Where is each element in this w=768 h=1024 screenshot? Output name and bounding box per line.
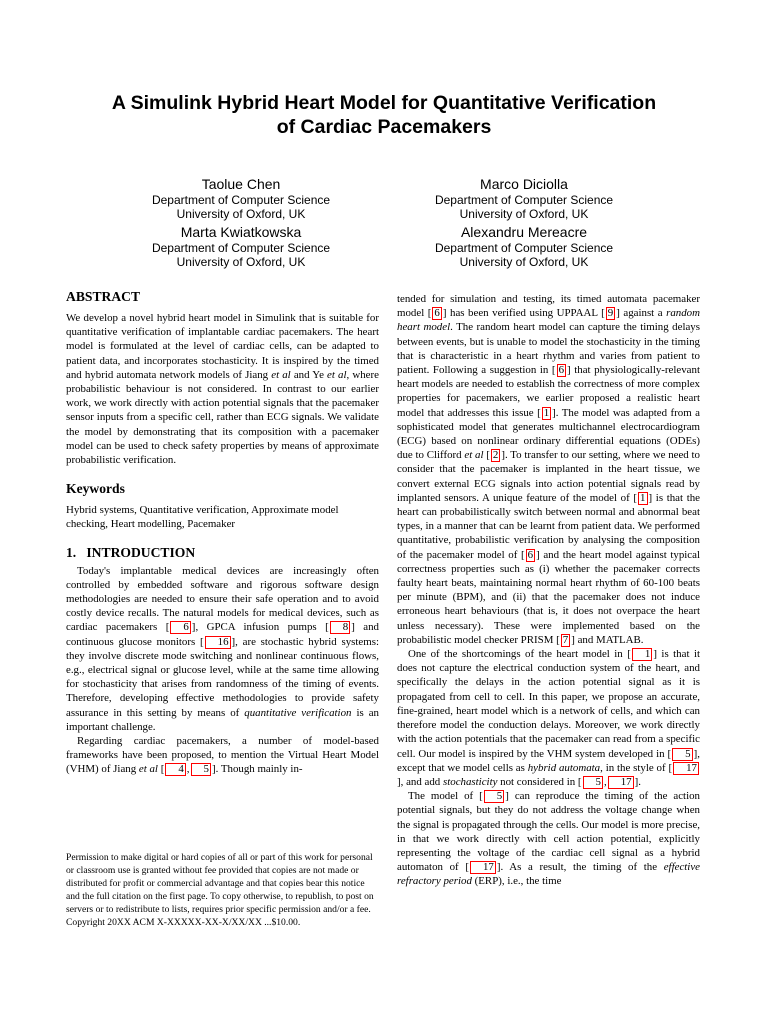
abstract-heading: ABSTRACT (66, 289, 141, 304)
author-university: University of Oxford, UK (176, 255, 306, 269)
emphasis: et al (327, 368, 347, 381)
paper-title (40, 91, 728, 139)
copyright-line: Copyright 20XX ACM X-XXXXX-XX-X/XX/XX ...$10.00. (66, 917, 301, 928)
keywords-heading: Keywords (66, 481, 125, 497)
intro-text-part: is an important challenge. (66, 706, 379, 733)
body-text-part: . As a result, the timing of the (500, 861, 664, 874)
emphasis: effective refractory period (397, 861, 700, 888)
right-column (397, 292, 700, 889)
body-text-part: and the heart model against typical correctness properties such as (i) whether the pacemaker corrects faulty heart beats, maintaining normal heart rhythm of 60-100 beats per minute (BPM), and (ii) that the pacemaker does not induce erroneous heart behaviours (that is, it does not overpace the heart unless necessary). These were implemented based on the probabilistic model checker PRISM (397, 548, 700, 646)
body-text-part: can reproduce the timing of the action potential signals, but they do not address the voltage change when the signal is propagated through the cells. Our model is more precise, in that we work directly with cell action potential, explicitly representing the voltage of the cardiac cell signal as a hybrid automaton of (397, 790, 700, 874)
author-block (374, 176, 674, 221)
citation-link[interactable]: 1 (632, 648, 652, 661)
abstract-text (66, 311, 379, 467)
intro-text-part: Regarding cardiac pacemakers, a number of model-based frameworks have been proposed, to mention the Virtual Heart Model (VHM) of Jiang (66, 735, 379, 776)
copyright-footer (66, 851, 378, 929)
intro-text-part: Today's implantable medical devices are increasingly often controlled by embedded software and rigorous software design methodologies are needed to ensure their safe operation and to avoid costly device recalls. The natural models for medical devices, such as cardiac pacemakers (66, 564, 379, 634)
author-block (91, 224, 391, 269)
intro-paragraph: Today's implantable medical devices are increasingly often controlled by embedded software and rigorous software design methodologies are needed to ensure their safe operation and to avoid costly device recalls. The natural models for medical devices, such as cardiac pacemakers [ 6 ], GPCA infusion pumps [ 8 ] and continuous glucose monitors [ 16 ], are stochastic hybrid systems: they involve discrete mode switching and nonlinear continuous flows, e.g., electrical signal or glucose level, while at the same time allowing for stochasticity that arises from randomness of the timing of events. Therefore, developing effective methodologies to provide safety assurance in this setting by means of quantitative verification is an important challenge. (66, 564, 379, 733)
author-block (374, 224, 674, 269)
citation-link[interactable]: 5 (672, 748, 692, 761)
introduction-heading: 1. INTRODUCTION (66, 544, 196, 560)
intro-text-part: and continuous glucose monitors (66, 621, 379, 648)
author-name: Marta Kwiatkowska (180, 224, 302, 240)
body-text-part: is that the heart can probabilistically switch between normal and abnormal beat types, in a manner that can be learnt from patient data. We performed quantitative, probabilistic verification by analysing the composition of the pacemaker model of (397, 491, 700, 561)
citation-link[interactable]: 17 (673, 762, 699, 775)
permission-notice: Permission to make digital or hard copies of all or part of this work for personal or classroom use is granted without fee provided that copies are not made or distributed for profit or commercial advantage and that copies bear this notice and the full citation on the first page. To copy otherwise, to republish, to post on servers or to redistribute to lists, requires prior specific permission and/or a fee. (66, 852, 374, 915)
body-paragraph: One of the shortcomings of the heart model in [ 1 ] is that it does not capture the electrical conduction system of the heart, and specifically the delays in the action potential signal as it is propagated from cell to cell. In this paper, we propose an accurate, fine-grained, heart model which is a network of cells, and which can therefore model the conduction delays. Moreover, we work directly with the action potentials that the pacemaker can read from a specific cell. Our model is inspired by the VHM system developed in [ 5 ], except that we model cells as hybrid automata, in the style of [ 17], and add stochasticity not considered in [ 5 , 17 ]. (397, 648, 700, 788)
emphasis: quantitative verification (244, 706, 352, 719)
emphasis: random heart model (397, 307, 700, 334)
body-text-part: not considered in (497, 775, 578, 788)
citation-link[interactable]: 6 (527, 548, 534, 561)
body-text-part: One of the shortcomings of the heart model in (408, 648, 628, 661)
citation-link[interactable]: 16 (205, 636, 231, 649)
author-university: University of Oxford, UK (459, 255, 589, 269)
title-line-1: A Simulink Hybrid Heart Model for Quantitative Verification (111, 92, 657, 114)
citation-link[interactable]: 17 (608, 776, 634, 789)
author-department: Department of Computer Science (434, 241, 614, 255)
body-text-part: , in the style of (600, 761, 669, 774)
body-text-part: against a (619, 307, 667, 320)
body-text-part: (ERP), i.e., the time (471, 875, 562, 888)
author-department: Department of Computer Science (151, 241, 331, 255)
citation-link[interactable]: 17 (470, 861, 496, 874)
citation-link[interactable]: 6 (434, 307, 440, 320)
emphasis: stochasticity (442, 775, 498, 788)
citation-link[interactable]: 5 (191, 763, 211, 776)
body-text-part: and MATLAB. (574, 633, 644, 646)
author-department: Department of Computer Science (151, 193, 331, 207)
body-text-part: . To transfer to our setting, where we need to consider that the pacemaker is implanted in the heart tissue, we convert external ECG signals into action potential signals read by implanted sensors. A unique feature of the model of (397, 449, 700, 504)
author-name: Marco Diciolla (480, 176, 568, 192)
intro-text-part: , are stochastic hybrid systems: they involve discrete mode switching and nonlinear continuous flows, e.g., electrical signal or glucose level, while at the same time allowing for stochasticity that arises from randomness of the timing of events. Therefore, developing effective methodologies to provide safety assurance in this setting by means of (66, 635, 379, 719)
abstract-text-part: , where probabilistic behaviour is not considered. In contrast to our earlier work, we work directly with action potential signals that the pacemaker sensor inputs from a specific cell, rather than ECG signals. We validate the model by demonstrating that its composition with a pacemaker model can be used to check safety properties by means of approximate probabilistic verification. (66, 368, 379, 467)
keywords-text: Hybrid systems, Quantitative verification, Approximate model checking, Heart modelling, Pacemaker (66, 504, 339, 531)
emphasis: et al (138, 763, 158, 776)
citation-link[interactable]: 2 (492, 449, 499, 462)
citation-link[interactable]: 4 (165, 763, 185, 776)
body-text-part: that physiologically-relevant heart models are needed to establish the correctness of more complex properties for pacemakers, we earlier proposed a realistic heart model that addresses this issue (397, 364, 700, 419)
body-text-part: tended for simulation and testing, its timed automata pacemaker model (397, 293, 700, 320)
citation-link[interactable]: 5 (583, 776, 603, 789)
author-university: University of Oxford, UK (459, 207, 589, 221)
citation-link[interactable]: 6 (170, 621, 190, 634)
intro-text-part: . Though mainly in- (215, 763, 303, 776)
author-university: University of Oxford, UK (176, 207, 306, 221)
body-text-part: , except that we model cells as (397, 747, 700, 774)
body-text-part: is that it does not capture the electrical conduction system of the heart, and specifically the delays in the action potential signal as it is propagated from cell to cell. In this paper, we propose an accurate, fine-grained, heart model which is a network of cells, and which can therefore model the conduction delays. Moreover, we work directly with the action potentials that the pacemaker can read from a specific cell. Our model is inspired by the VHM system developed in (397, 648, 700, 760)
emphasis: hybrid automata (527, 761, 601, 774)
body-paragraph: tended for simulation and testing, its timed automata pacemaker model [ 6 ] has been verified using UPPAAL [ 9 ] against a random heart model. The random heart model can capture the timing delays between events, but is unable to model the stochasticity in the timing that is characteristic in a heart rhythm and varies from patient to patient. Following a suggestion in [ 6 ] that physiologically-relevant heart models are needed to establish the correctness of more complex properties for pacemakers, we earlier proposed a realistic heart model that addresses this issue [ 1 ]. The model was adapted from a sophisticated model that generates multichannel electrocardiogram (ECG) based on nonlinear ordinary differential equations (ODEs) due to Clifford et al [ 2 ]. To transfer to our setting, where we need to consider that the pacemaker is implanted in the heart tissue, we convert external ECG signals into action potential signals read by implanted sensors. A unique feature of the model of [ 1 ] is that the heart can probabilistically switch between normal and abnormal beat types, in a manner that can be learnt from patient data. We performed quantitative, probabilistic verification by analysing the composition of the pacemaker model of [ 6 ] and the heart model against typical correctness properties such as (i) whether the pacemaker corrects faulty heart beats, maintaining normal heart rhythm of 60-100 beats per minute (BPM), and (ii) that the pacemaker does not induce erroneous heart behaviours (that is, it does not overpace the heart unless necessary). These were implemented based on the probabilistic model checker PRISM [ 7 ] and MATLAB. (397, 293, 700, 646)
intro-paragraph: Regarding cardiac pacemakers, a number of model-based frameworks have been proposed, to mention the Virtual Heart Model (VHM) of Jiang et al [ 4 , 5 ]. Though mainly in- (66, 735, 379, 776)
author-name: Alexandru Mereacre (460, 224, 588, 240)
body-text-part: The model of (408, 790, 480, 803)
body-paragraph: The model of [ 5 ] can reproduce the timing of the action potential signals, but they do not address the voltage change when the signal is propagated through the cells. Our model is more precise, in that we work directly with cell action potential, explicitly representing the voltage of the cardiac cell signal as a hybrid automaton of [ 17 ]. As a result, the timing of the effective refractory period (ERP), i.e., the time (397, 790, 700, 888)
citation-link[interactable]: 7 (562, 633, 569, 646)
left-column (66, 289, 379, 777)
emphasis: et al (464, 449, 484, 462)
emphasis: et al (271, 368, 291, 381)
body-text-part: . The model was adapted from a sophisticated model that generates multichannel electrocardiogram (ECG) based on nonlinear ordinary differential equations (ODEs) due to Clifford (397, 406, 700, 462)
body-text-part: , and add (400, 775, 443, 788)
intro-text-part: , GPCA infusion pumps (195, 621, 326, 634)
citation-link[interactable]: 9 (607, 307, 614, 320)
author-department: Department of Computer Science (434, 193, 614, 207)
body-text-part: . (638, 775, 641, 788)
title-line-2: of Cardiac Pacemakers (276, 116, 492, 138)
author-block (91, 176, 391, 221)
abstract-text-part: and Ye (290, 368, 328, 381)
citation-link[interactable]: 1 (640, 491, 646, 504)
abstract-text-part: We develop a novel hybrid heart model in Simulink that is suitable for quantitative verification of implantable cardiac pacemakers. The heart model is formulated at the level of cardiac cells, can be adapted to patient data, and incorporates stochasticity. It is inspired by the timed and hybrid automata network models of Jiang (66, 312, 379, 381)
citation-link[interactable]: 8 (330, 621, 350, 634)
body-text-part: has been verified using UPPAAL (446, 307, 602, 320)
citation-link[interactable]: 1 (543, 406, 550, 419)
citation-link[interactable]: 6 (558, 364, 565, 377)
body-text-part: . The random heart model can capture the timing delays between events, but is unable to model the stochasticity in the timing that is characteristic in a heart rhythm and varies from patient to patient. Following a suggestion in (397, 321, 700, 377)
author-name: Taolue Chen (201, 176, 281, 192)
citation-link[interactable]: 5 (484, 790, 504, 803)
